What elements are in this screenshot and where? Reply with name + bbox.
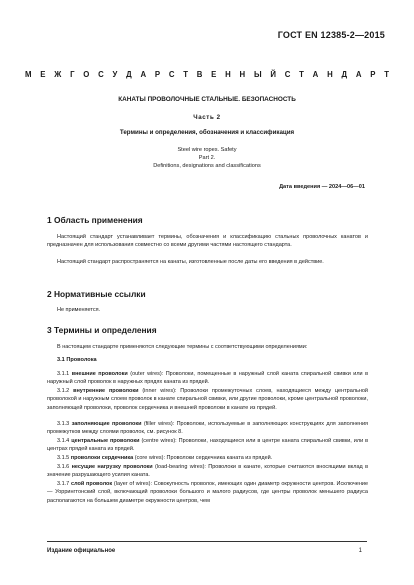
interstate-standard-banner — [25, 70, 389, 79]
english-title-line1: Steel wire ropes. Safety — [177, 147, 237, 153]
section-3-heading: 3 Термины и определения — [47, 325, 157, 335]
footer-divider — [47, 541, 367, 542]
banner-letter: Р — [154, 70, 161, 79]
term-3-1-5: 3.1.5 проволоки сердечника (core wires): Проволоки сердечника каната из прядей. — [57, 455, 273, 461]
term-3-1-4: 3.1.4 центральные проволоки (centre wires): Проволоки, находящиеся или в центре каната спиральной свивки, или в центрах прядей каната из прядей. — [47, 438, 369, 453]
term-3-1-6: 3.1.6 несущие нагрузку проволоки (load-bearing wires): Проволоки в канате, которые считаются вносящими вклад в значение разрушающего усилия каната. — [47, 464, 368, 479]
banner-letter: А — [140, 70, 147, 79]
document-title: КАНАТЫ ПРОВОЛОЧНЫЕ СТАЛЬНЫЕ. БЕЗОПАСНОСТЬ — [118, 96, 296, 103]
subsection-3-1-heading: 3.1 Проволока — [57, 357, 97, 363]
term-3-1-7: 3.1.7 слой проволок (layer of wires): Совокупность проволок, имеющих один диаметр окружности центров. Исключение — Уоррингтонский слой, включающий проволоки большого и малого радиусов, где центры проволок меньшего радиуса располагаются на большем диаметре окружности центров, чем — [47, 481, 369, 504]
introduction-date: Дата введения — 2024—06—01 — [279, 184, 365, 190]
banner-letter: Р — [370, 70, 376, 79]
page-number: 1 — [358, 548, 362, 554]
english-title-line3: Definitions, designations and classifications — [153, 163, 261, 169]
banner-letter: Й — [270, 70, 276, 79]
section-2-heading: 2 Нормативные ссылки — [47, 289, 146, 299]
document-part: Часть 2 — [193, 114, 221, 121]
section-1-paragraph-2: Настоящий стандарт распространяется на канаты, изготовленные после даты его введения в действие. — [57, 259, 324, 265]
section-1-paragraph-1: Настоящий стандарт устанавливает термины, обозначения и классификацию стальных проволочных канатов и предназначен для использования совместно со всеми другими частями настоящего стандарта. — [47, 234, 368, 249]
document-subtitle: Термины и определения, обозначения и классификация — [119, 129, 295, 136]
banner-letter: М — [25, 70, 32, 79]
banner-letter: Д — [341, 70, 348, 79]
banner-letter: Н — [327, 70, 333, 79]
banner-letter: Т — [183, 70, 188, 79]
standard-code: ГОСТ EN 12385-2—2015 — [277, 30, 385, 40]
banner-letter: А — [355, 70, 362, 79]
english-title-line2: Part 2. — [198, 155, 216, 161]
banner-letter: Т — [299, 70, 304, 79]
section-1-heading: 1 Область применения — [47, 215, 143, 225]
section-3-intro: В настоящем стандарте применяются следующие термины с соответствующими определениями: — [57, 344, 308, 350]
banner-letter: Е — [211, 70, 217, 79]
banner-letter: Г — [70, 70, 75, 79]
banner-letter: Ы — [253, 70, 262, 79]
banner-letter: С — [168, 70, 175, 79]
banner-letter: Н — [225, 70, 231, 79]
banner-letter: С — [98, 70, 104, 79]
banner-letter: О — [83, 70, 90, 79]
banner-letter: Д — [126, 70, 132, 79]
banner-letter: С — [284, 70, 291, 79]
term-3-1-3: 3.1.3 заполняющие проволоки (filler wires): Проволоки, используемые в заполняющих конструкциях для заполнения промежутков между слоями проволок, см. рисунок 8. — [47, 421, 368, 436]
banner-letter: Н — [239, 70, 246, 79]
term-3-1-2: 3.1.2 внутренние проволоки (inner wires): Проволоки промежуточных слоев, находящиеся между центральной проволокой и наружным слоем проволок в канате спиральной свивки, или другие проволоки, кроме центральной проволоки, заполняющей проволоки, проволок сердечника и внешней проволоки в канате из прядей. — [47, 388, 368, 411]
banner-letter: У — [112, 70, 118, 79]
banner-letter: Ж — [54, 70, 62, 79]
section-2-paragraph: Не применяется. — [57, 307, 101, 313]
banner-letter: Е — [40, 70, 46, 79]
banner-letter: Т — [384, 70, 389, 79]
banner-letter: А — [312, 70, 319, 79]
term-3-1-1: 3.1.1 внешние проволоки (outer wires): Проволоки, помещенные в наружный слой каната спиральной свивки или в наружный слой проволок в наружных прядях каната из прядей. — [47, 371, 368, 386]
banner-letter: В — [196, 70, 203, 79]
official-edition-label: Издание официальное — [47, 548, 116, 554]
